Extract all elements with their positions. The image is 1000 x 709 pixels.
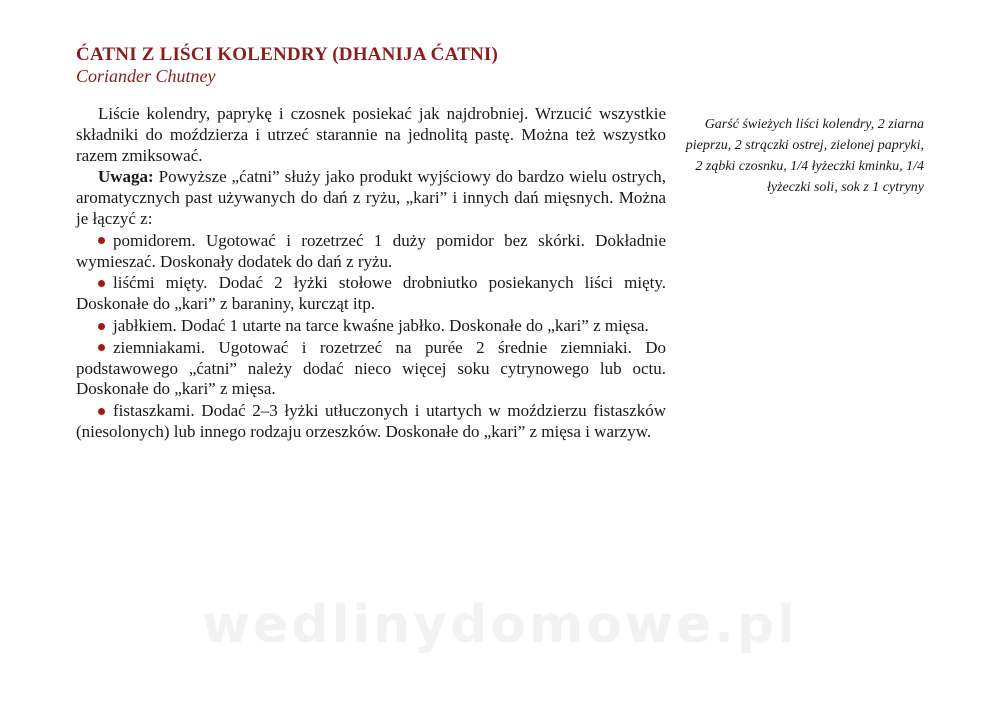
note-text: Powyższe „ćatni” służy jako produkt wyjściowy do bardzo wielu ostrych, aromatycznych past używanych do dań z ryżu, „kari” i innych dań mięsnych. Można je łączyć z: bbox=[76, 167, 666, 228]
note-label: Uwaga: bbox=[98, 167, 154, 187]
bullet-icon bbox=[98, 323, 105, 330]
note-paragraph bbox=[76, 167, 666, 229]
variation-text: ziemniakami. Ugotować i rozetrzeć na purée 2 średnie ziemniaki. Do podstawowego „ćatni” należy dodać nieco więcej soku cytrynowego lub octu. Doskonałe do „kari” z mięsa. bbox=[76, 337, 666, 399]
variation-item bbox=[76, 231, 666, 273]
bullet-icon bbox=[98, 408, 105, 415]
variation-item bbox=[76, 401, 666, 443]
variation-text: liśćmi mięty. Dodać 2 łyżki stołowe drobniutko posiekanych liści mięty. Doskonałe do „kari” z baraniny, kurcząt itp. bbox=[76, 273, 666, 314]
variation-text: pomidorem. Ugotować i rozetrzeć 1 duży pomidor bez skórki. Dokładnie wymieszać. Doskonały dodatek do dań z ryżu. bbox=[76, 230, 666, 271]
variation-text: jabłkiem. Dodać 1 utarte na tarce kwaśne jabłko. Doskonałe do „kari” z mięsa. bbox=[113, 315, 649, 335]
intro-paragraph: Liście kolendry, paprykę i czosnek posiekać jak najdrobniej. Wrzucić wszystkie składniki do moździerza i utrzeć starannie na jednolitą pastę. Można też wszystko razem zmiksować. bbox=[76, 104, 666, 165]
recipe-body bbox=[76, 104, 666, 443]
bullet-icon bbox=[98, 280, 105, 287]
bullet-icon bbox=[98, 237, 105, 244]
recipe-subtitle: Coriander Chutney bbox=[76, 66, 216, 86]
ingredients-list: Garść świeżych liści kolendry, 2 ziarna pieprzu, 2 strączki ostrej, zielonej papryki, 2 ząbki czosnku, 1/4 łyżeczki kminku, 1/4 łyżeczki soli, sok z 1 cytryny bbox=[685, 117, 924, 195]
bullet-icon bbox=[98, 344, 105, 351]
recipe-title: ĆATNI Z LIŚCI KOLENDRY (DHANIJA ĆATNI) bbox=[76, 44, 498, 65]
variation-item bbox=[76, 316, 666, 337]
variation-text: fistaszkami. Dodać 2–3 łyżki utłuczonych i utartych w moździerzu fistaszków (niesolonych) lub innego rodzaju orzeszków. Doskonałe do „kari” z mięsa i warzyw. bbox=[76, 401, 666, 441]
watermark: wedlinydomowe.pl bbox=[201, 595, 799, 655]
variation-item bbox=[76, 338, 666, 400]
variation-item bbox=[76, 273, 666, 315]
